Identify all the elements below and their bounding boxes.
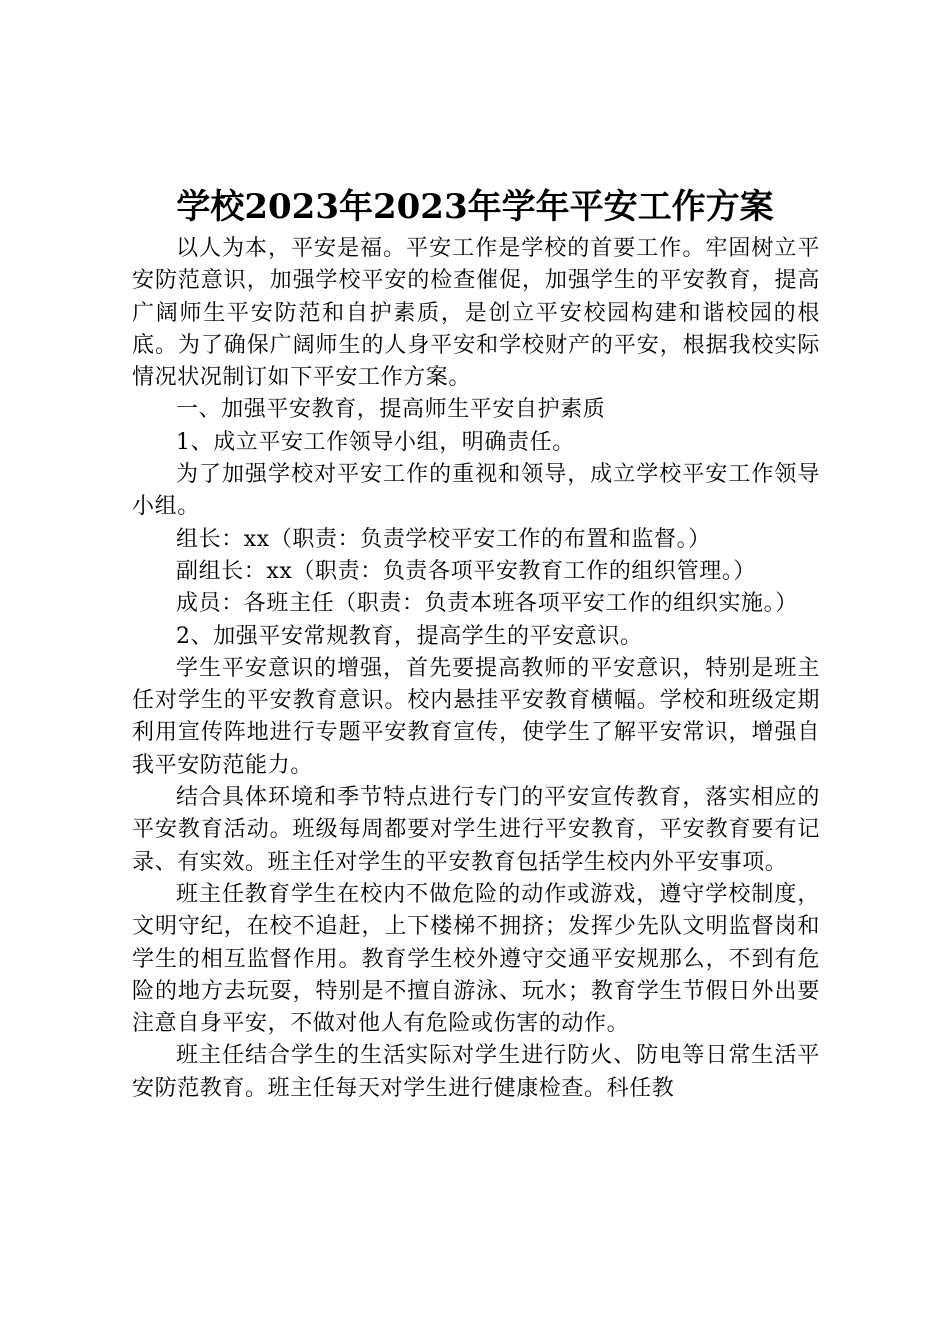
document-title: 学校2023年2023年学年平安工作方案 [176, 187, 774, 227]
document-body [132, 233, 820, 1105]
paragraph: 为了加强学校对平安工作的重视和领导，成立学校平安工作领导小组。 [132, 462, 820, 520]
deputy-leader-line: 副组长：xx（职责：负责各项平安教育工作的组织管理。） [176, 558, 757, 584]
subsection-heading-2: 2、加强平安常规教育，提高学生的平安意识。 [176, 623, 643, 649]
paragraph: 结合具体环境和季节特点进行专门的平安宣传教育，落实相应的平安教育活动。班级每周都要对学生进行平安教育，平安教育要有记录、有实效。班主任对学生的平安教育包括学生校内外平安事项。 [132, 785, 820, 875]
members-line: 成员：各班主任（职责：负责本班各项平安工作的组织实施。） [176, 591, 798, 617]
section-heading-1: 一、加强平安教育，提高师生平安自护素质 [176, 397, 606, 423]
paragraph-intro: 以人为本，平安是福。平安工作是学校的首要工作。牢固树立平安防范意识，加强学校平安的检查催促，加强学生的平安教育，提高广阔师生平安防范和自护素质，是创立平安校园构建和谐校园的根底。为了确保广阔师生的人身平安和学校财产的平安，根据我校实际情况状况制订如下平安工作方案。 [132, 236, 820, 391]
paragraph: 班主任结合学生的生活实际对学生进行防火、防电等日常生活平安防范教育。班主任每天对学生进行健康检查。科任教 [132, 1043, 820, 1101]
subsection-heading-1: 1、成立平安工作领导小组，明确责任。 [176, 429, 575, 455]
paragraph: 班主任教育学生在校内不做危险的动作或游戏，遵守学校制度，文明守纪，在校不追赶，上下楼梯不拥挤；发挥少先队文明监督岗和学生的相互监督作用。教育学生校外遵守交通平安规那么，不到有危险的地方去玩耍，特别是不擅自游泳、玩水；教育学生节假日外出要注意自身平安，不做对他人有危险或伤害的动作。 [132, 881, 820, 1037]
paragraph: 学生平安意识的增强，首先要提高教师的平安意识，特别是班主任对学生的平安教育意识。校内悬挂平安教育横幅。学校和班级定期利用宣传阵地进行专题平安教育宣传，使学生了解平安常识，增强自我平安防范能力。 [132, 655, 820, 778]
leader-line: 组长：xx（职责：负责学校平安工作的布置和监督。） [176, 526, 711, 552]
